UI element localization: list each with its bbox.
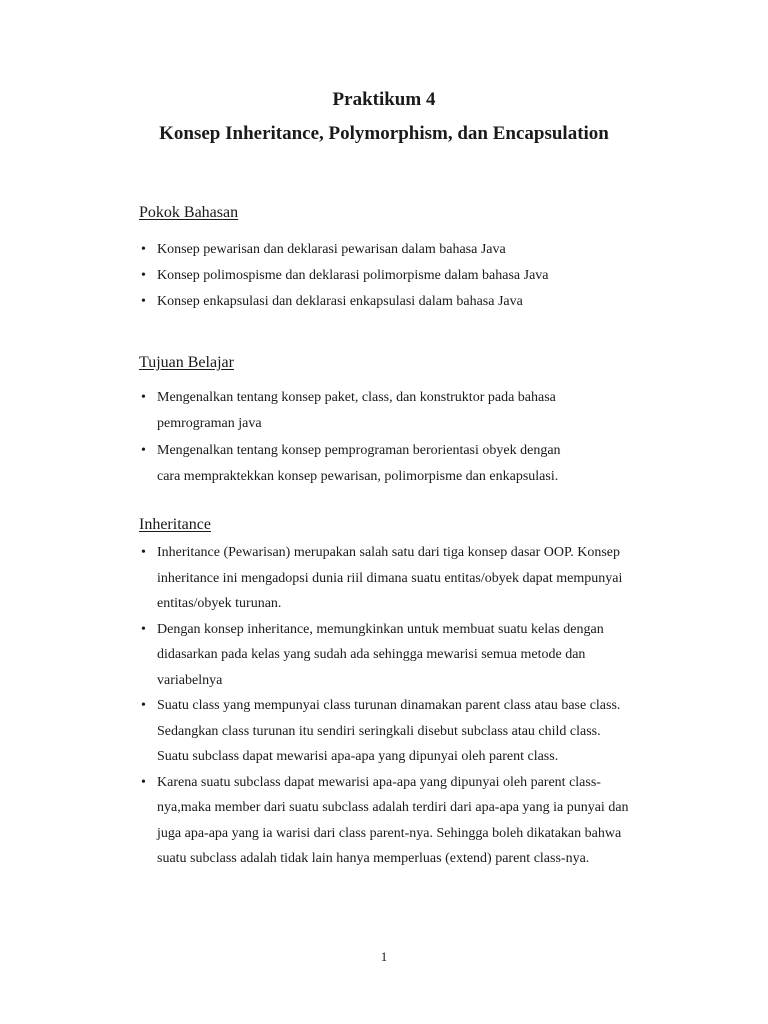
list-item: • Mengenalkan tentang konsep paket, class, dan konstruktor pada bahasa pemrograman java	[139, 385, 577, 437]
list-item: • Konsep pewarisan dan deklarasi pewarisan dalam bahasa Java	[139, 237, 639, 263]
inheritance-list	[139, 540, 631, 872]
list-item: • Suatu class yang mempunyai class turunan dinamakan parent class atau base class. Sedangkan class turunan itu sendiri seringkali disebut subclass atau child class. Suatu subclass dapat mewarisi apa-apa yang dipunyai oleh parent class.	[139, 693, 631, 770]
list-item: • Konsep polimospisme dan deklarasi polimorpisme dalam bahasa Java	[139, 263, 639, 289]
page-title: Praktikum 4	[332, 89, 436, 110]
list-item: • Inheritance (Pewarisan) merupakan salah satu dari tiga konsep dasar OOP. Konsep inheritance ini mengadopsi dunia riil dimana suatu entitas/obyek dapat mempunyai entitas/obyek turunan.	[139, 540, 631, 617]
pokok-bahasan-list	[139, 237, 639, 315]
section-heading-tujuan-belajar: Tujuan Belajar	[139, 354, 234, 371]
tujuan-belajar-list	[139, 385, 577, 491]
list-item: • Konsep enkapsulasi dan deklarasi enkapsulasi dalam bahasa Java	[139, 289, 639, 315]
section-heading-inheritance: Inheritance	[139, 516, 211, 533]
page-number: 1	[380, 949, 388, 964]
section-heading-pokok-bahasan: Pokok Bahasan	[139, 204, 239, 221]
list-item: • Dengan konsep inheritance, memungkinkan untuk membuat suatu kelas dengan didasarkan pada kelas yang sudah ada sehingga mewarisi semua metode dan variabelnya	[139, 617, 631, 694]
page-subtitle: Konsep Inheritance, Polymorphism, dan Encapsulation	[159, 123, 609, 144]
list-item: • Mengenalkan tentang konsep pemprograman berorientasi obyek dengan cara mempraktekkan konsep pewarisan, polimorpisme dan enkapsulasi.	[139, 438, 577, 490]
list-item: • Karena suatu subclass dapat mewarisi apa-apa yang dipunyai oleh parent class-nya,maka member dari suatu subclass adalah terdiri dari apa-apa yang ia punyai dan juga apa-apa yang ia warisi dari class parent-nya. Sehingga boleh dikatakan bahwa suatu subclass adalah tidak lain hanya memperluas (extend) parent class-nya.	[139, 770, 631, 872]
